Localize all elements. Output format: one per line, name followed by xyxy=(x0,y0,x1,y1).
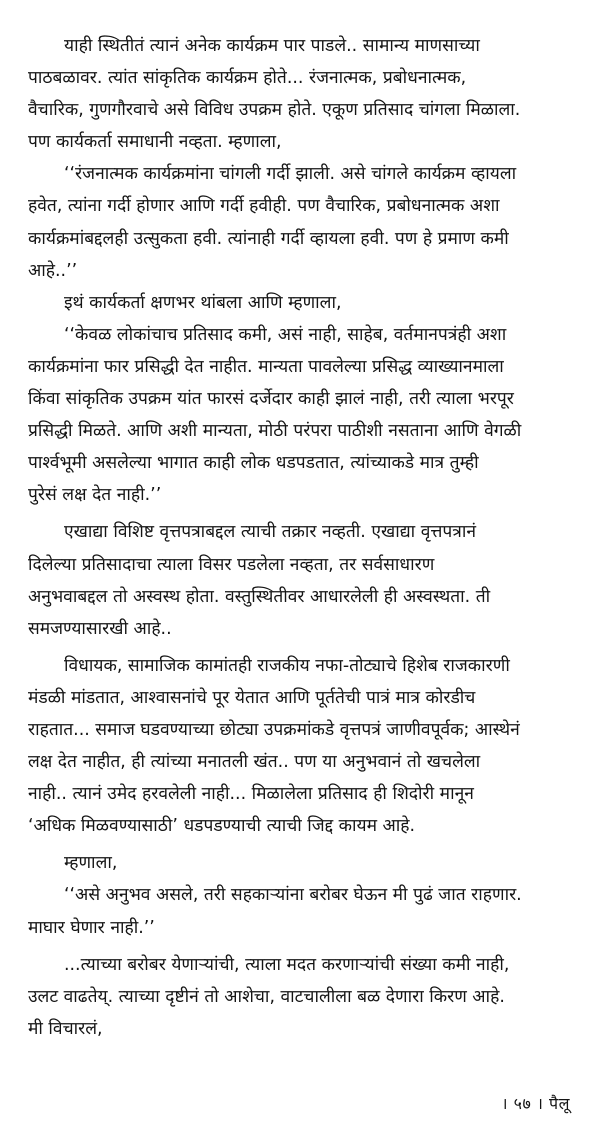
text-line: मंडळी मांडतात, आश्वासनांचे पूर येतात आणि पूर्ततेची पात्रं मात्र कोरडीच xyxy=(28,687,476,708)
text-line: इथं कार्यकर्ता क्षणभर थांबला आणि म्हणाला, xyxy=(64,292,342,313)
text-line: प्रसिद्धी मिळते. आणि अशी मान्यता, मोठी परंपरा पाठीशी नसताना आणि वेगळी xyxy=(28,421,522,442)
text-line: ‘‘केवळ लोकांचाच प्रतिसाद कमी, असं नाही, साहेब, वर्तमानपत्रंही अशा xyxy=(64,324,507,345)
page-body xyxy=(28,30,584,1045)
text-line: ‘अधिक मिळवण्यासाठी’ धडपडण्याची त्याची जिद्द कायम आहे. xyxy=(28,816,416,837)
text-line: दिलेल्या प्रतिसादाचा त्याला विसर पडलेला नव्हता, तर सर्वसाधारण xyxy=(28,554,435,575)
paragraph xyxy=(28,30,584,158)
text-line: कार्यक्रमांबद्दलही उत्सुकता हवी. त्यांनाही गर्दी व्हायला हवी. पण हे प्रमाण कमी xyxy=(28,228,509,249)
text-line: एखाद्या विशिष्ट वृत्तपत्राबद्दल त्याची तक्रार नव्हती. एखाद्या वृत्तपत्रानं xyxy=(64,522,477,543)
text-line: वैचारिक, गुणगौरवाचे असे विविध उपक्रम होते. एकूण प्रतिसाद चांगला मिळाला. xyxy=(28,100,521,121)
text-line: ...त्याच्या बरोबर येणाऱ्यांची, त्याला मदत करणाऱ्यांची संख्या कमी नाही, xyxy=(64,954,510,975)
text-line: याही स्थितीतं त्यानं अनेक कार्यक्रम पार पाडले.. सामान्य माणसाच्या xyxy=(64,36,480,56)
text-line: पुरेसं लक्ष देत नाही.’’ xyxy=(28,485,162,506)
paragraph xyxy=(28,319,584,512)
text-line: अनुभवाबद्दल तो अस्वस्थ होता. वस्तुस्थितीवर आधारलेली ही अस्वस्थता. ती xyxy=(28,586,491,607)
text-line: माघार घेणार नाही.’’ xyxy=(28,917,155,938)
text-line: पाठबळावर. त्यांत सांकृतिक कार्यक्रम होते... रंजनात्मक, प्रबोधनात्मक, xyxy=(28,68,467,89)
paragraph xyxy=(28,516,584,644)
text-line: विधायक, सामाजिक कामांतही राजकीय नफा-तोट्याचे हिशेब राजकारणी xyxy=(64,655,510,676)
text-line: हवेत, त्यांना गर्दी होणार आणि गर्दी हवीही. पण वैचारिक, प्रबोधनात्मक अशा xyxy=(28,196,500,217)
text-line: समजण्यासारखी आहे.. xyxy=(28,618,172,639)
text-line: मी विचारलं, xyxy=(28,1018,103,1039)
text-line: पण कार्यकर्ता समाधानी नव्हता. म्हणाला, xyxy=(28,132,282,153)
paragraph xyxy=(28,650,584,843)
text-line: उलट वाढतेय्. त्याच्या दृष्टीनं तो आशेचा, वाटचालीला बळ देणारा किरण आहे. xyxy=(28,986,505,1007)
text-line: आहे..’’ xyxy=(28,260,78,281)
text-line: पार्श्वभूमी असलेल्या भागात काही लोक धडपडतात, त्यांच्याकडे मात्र तुम्ही xyxy=(28,453,479,474)
text-line: नाही.. त्यानं उमेद हरवलेली नाही... मिळालेला प्रतिसाद ही शिदोरी मानून xyxy=(28,784,474,805)
text-line: राहतात... समाज घडवण्याच्या छोट्या उपक्रमांकडे वृत्तपत्रं जाणीवपूर्वक; आस्थेनं xyxy=(28,719,520,740)
text-line: लक्ष देत नाहीत, ही त्यांच्या मनातली खंत.. पण या अनुभवानं तो खचलेला xyxy=(28,752,481,773)
text-line: म्हणाला, xyxy=(64,853,118,874)
paragraph xyxy=(28,158,584,286)
paragraph xyxy=(28,287,584,319)
paragraph xyxy=(28,949,584,1045)
text-line: किंवा सांकृतिक उपक्रम यांत फारसं दर्जेदार काही झालं नाही, तरी त्याला भरपूर xyxy=(28,389,514,410)
text-line: कार्यक्रमांना फार प्रसिद्धी देत नाहीत. मान्यता पावलेल्या प्रसिद्ध व्याख्यानमाला xyxy=(28,356,504,377)
text-line: ‘‘असे अनुभव असले, तरी सहकाऱ्यांना बरोबर घेऊन मी पुढं जात राहणार. xyxy=(64,885,522,906)
page-footer: । ५७ । पैलू xyxy=(501,1094,570,1113)
paragraph xyxy=(28,847,584,879)
paragraph xyxy=(28,879,584,943)
text-line: ‘‘रंजनात्मक कार्यक्रमांना चांगली गर्दी झाली. असे चांगले कार्यक्रम व्हायला xyxy=(64,164,517,185)
